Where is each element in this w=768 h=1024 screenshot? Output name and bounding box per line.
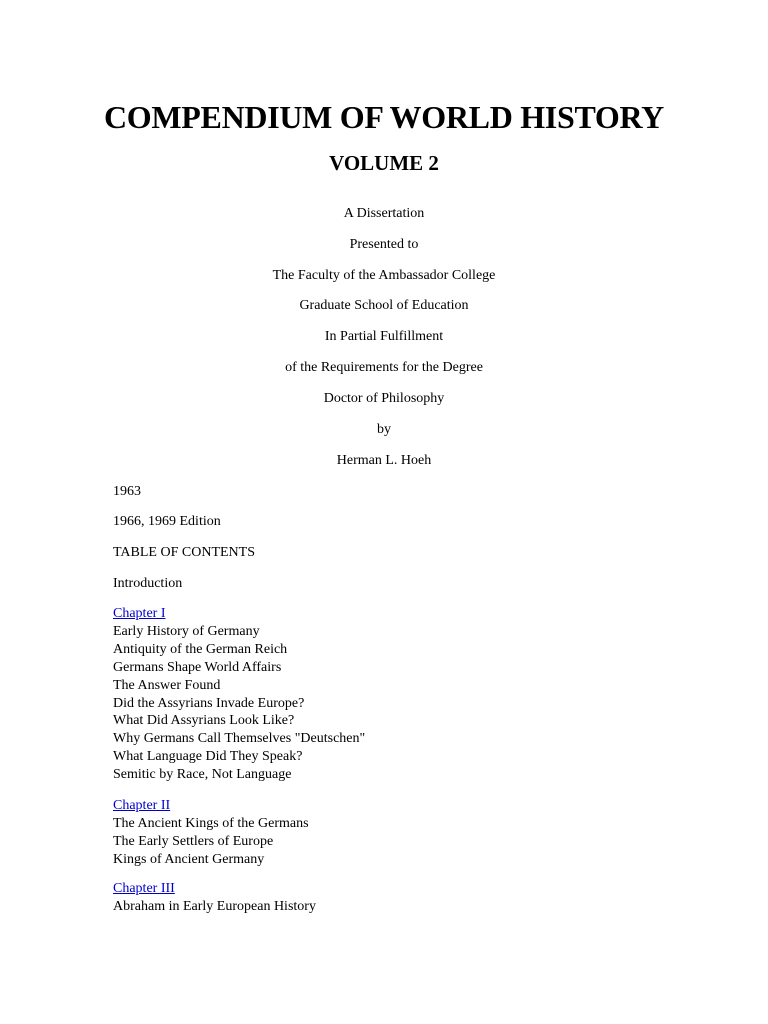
toc-section: The Early Settlers of Europe (113, 833, 274, 849)
dissertation-line: A Dissertation (343, 206, 425, 221)
toc-section: Germans Shape World Affairs (113, 659, 282, 675)
dissertation-line: Graduate School of Education (299, 298, 469, 313)
toc-section: Kings of Ancient Germany (113, 851, 265, 867)
dissertation-line: In Partial Fulfillment (324, 329, 444, 344)
toc-chapter-1 (113, 605, 365, 784)
toc-section: Why Germans Call Themselves "Deutschen" (113, 731, 366, 747)
year-text: 1963 (113, 484, 141, 499)
dissertation-line: Doctor of Philosophy (323, 391, 445, 406)
toc-chapter-3 (113, 880, 316, 916)
toc-section: Abraham in Early European History (113, 898, 316, 914)
dissertation-line: by (377, 422, 391, 437)
toc-section: The Ancient Kings of the Germans (113, 815, 309, 831)
document-title: COMPENDIUM OF WORLD HISTORY (104, 99, 664, 135)
toc-heading: TABLE OF CONTENTS (113, 545, 255, 560)
toc-section: What Language Did They Speak? (113, 749, 303, 765)
toc-introduction: Introduction (113, 576, 183, 591)
chapter-3-link[interactable]: Chapter III (113, 881, 175, 896)
toc-section: What Did Assyrians Look Like? (113, 713, 295, 729)
volume-heading: VOLUME 2 (329, 151, 439, 175)
dissertation-line: Presented to (349, 237, 419, 252)
dissertation-line: The Faculty of the Ambassador College (272, 268, 496, 283)
toc-section: Early History of Germany (113, 623, 260, 639)
toc-section: The Answer Found (113, 677, 221, 693)
author-name: Herman L. Hoeh (336, 453, 432, 468)
toc-section: Antiquity of the German Reich (113, 641, 288, 657)
toc-chapter-2 (113, 797, 309, 869)
toc-section: Semitic by Race, Not Language (113, 767, 292, 783)
dissertation-line: of the Requirements for the Degree (285, 360, 483, 375)
chapter-1-link[interactable]: Chapter I (113, 606, 166, 621)
toc-section: Did the Assyrians Invade Europe? (113, 695, 305, 711)
edition-text: 1966, 1969 Edition (113, 514, 221, 529)
chapter-2-link[interactable]: Chapter II (113, 798, 171, 813)
